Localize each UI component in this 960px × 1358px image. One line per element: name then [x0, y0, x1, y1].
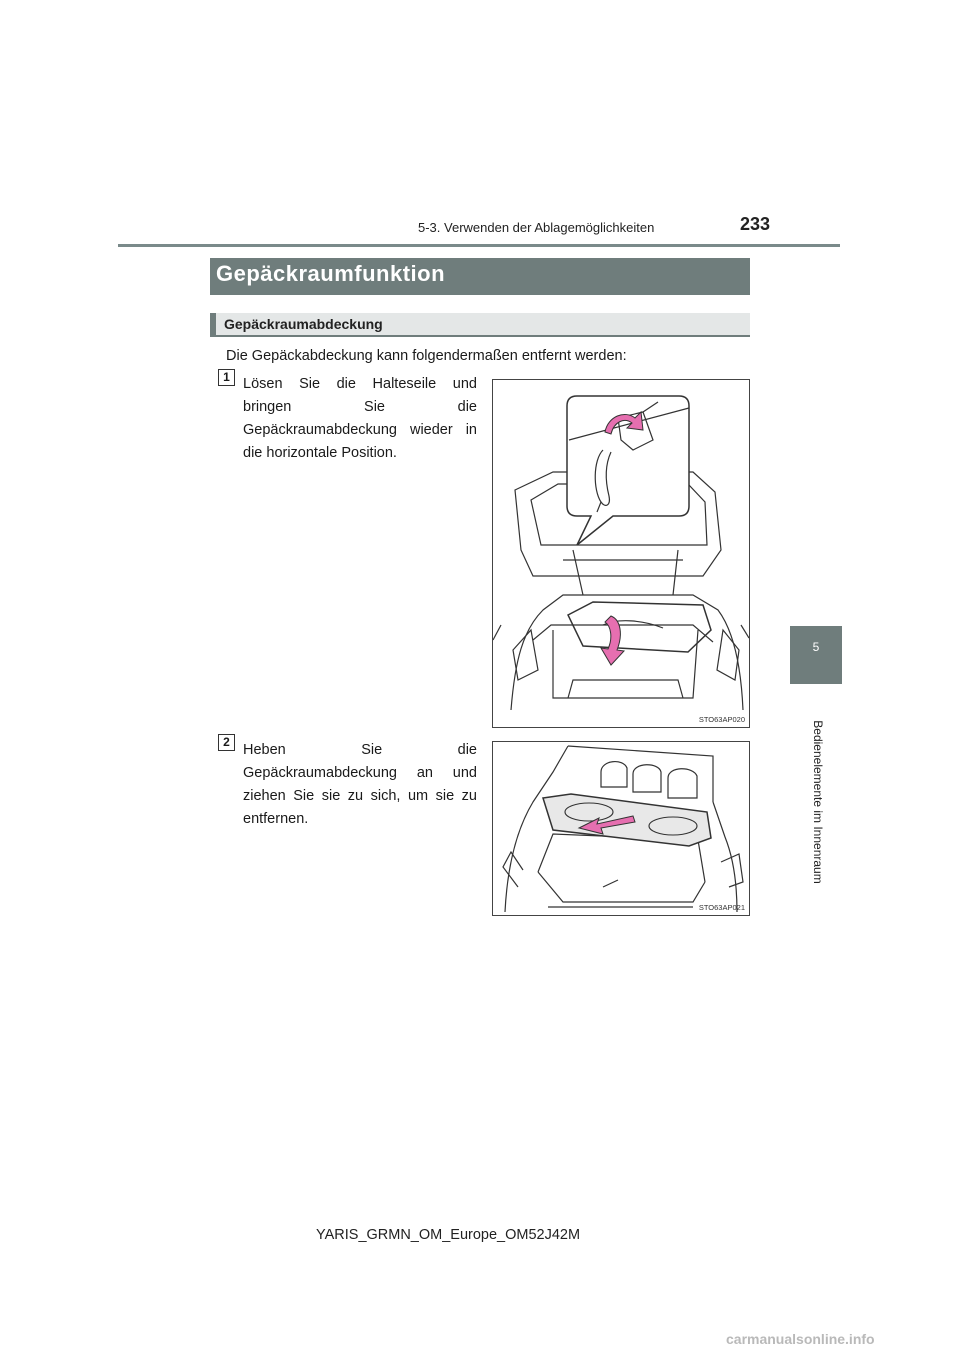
watermark: carmanualsonline.info	[726, 1331, 875, 1347]
chapter-number: 5	[812, 640, 820, 654]
subtitle: Gepäckraumabdeckung	[224, 316, 383, 332]
chapter-label: Bedienelemente im Innenraum	[811, 720, 825, 884]
figure-step-2	[492, 741, 750, 916]
intro-text: Die Gepäckabdeckung kann folgendermaßen entfernt werden:	[226, 348, 627, 364]
page-title: Gepäckraumfunktion	[216, 261, 446, 286]
cargo-cover-removal-illustration	[493, 742, 749, 915]
figure-step-1	[492, 379, 750, 728]
page-number: 233	[740, 214, 771, 234]
step-1-text: Lösen Sie die Halteseile und bringen Sie die Gepäckraumabdeckung wieder in die horizontale Position.	[243, 376, 477, 461]
figure-code: STO63AP020	[698, 715, 745, 724]
document-footer: YARIS_GRMN_OM_Europe_OM52J42M	[316, 1227, 581, 1243]
section-heading: 5-3. Verwenden der Ablagemöglichkeiten	[418, 220, 655, 235]
step-1-number: 1	[218, 369, 235, 386]
hatchback-open-illustration	[493, 380, 749, 727]
step-2-text: Heben Sie die Gepäckraumabdeckung an und ziehen Sie sie zu sich, um sie zu entfernen.	[243, 742, 477, 827]
header-divider	[118, 244, 840, 247]
step-2-number: 2	[218, 734, 235, 751]
figure-code: STO63AP021	[698, 903, 745, 912]
